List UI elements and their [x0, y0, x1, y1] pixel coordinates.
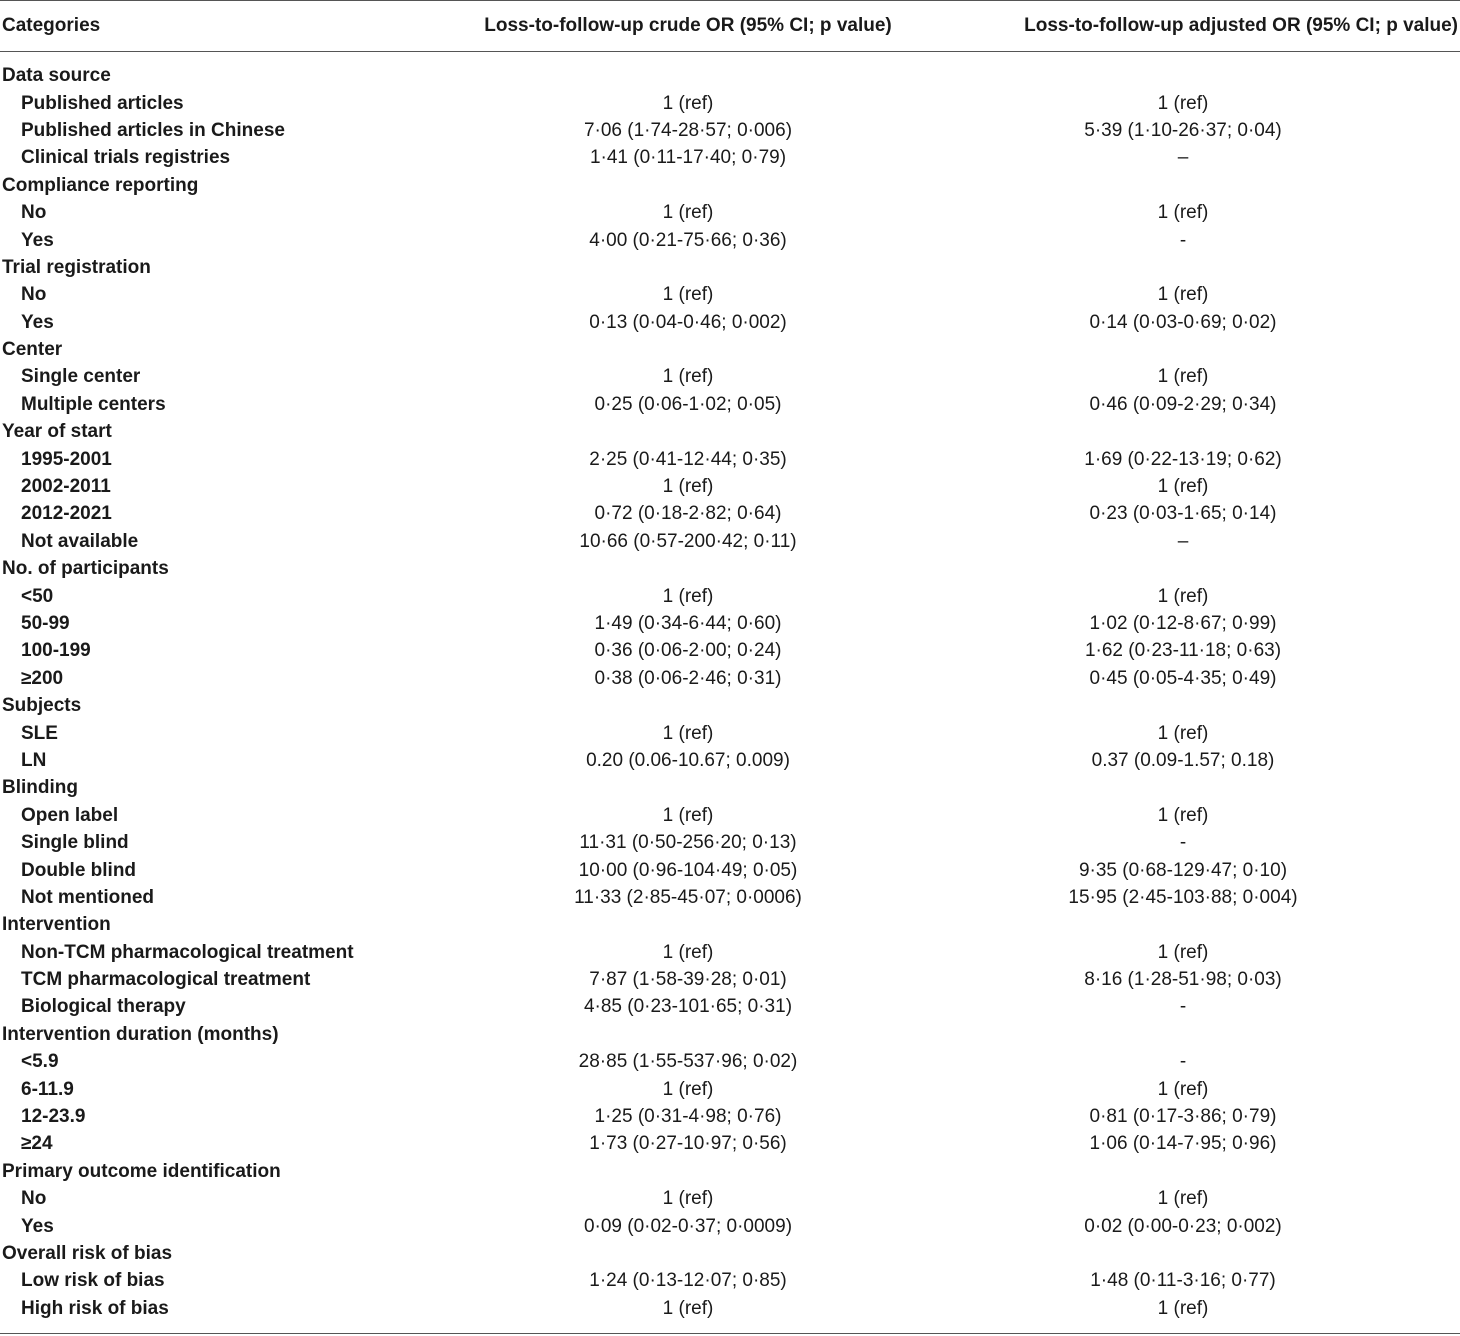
crude-or-value: 0·13 (0·04-0·46; 0·002)	[589, 311, 787, 333]
adjusted-or-value: -	[1179, 832, 1187, 854]
table-row	[0, 939, 1460, 966]
crude-or-value: 0·72 (0·18-2·82; 0·64)	[594, 503, 782, 525]
category-row	[0, 1021, 1460, 1048]
adjusted-or-value: 1 (ref)	[1157, 1297, 1209, 1319]
empty-cell	[906, 692, 1460, 719]
row-label: TCM pharmacological treatment	[21, 969, 311, 991]
table-row	[0, 117, 1460, 144]
category-label: Primary outcome identification	[2, 1160, 281, 1182]
adjusted-or-value: 1·62 (0·23-11·18; 0·63)	[1084, 640, 1282, 662]
table-row	[0, 884, 1460, 911]
row-label: 12-23.9	[21, 1106, 86, 1128]
adjusted-or-value: 0·02 (0·00-0·23; 0·002)	[1084, 1215, 1282, 1237]
row-label: Open label	[21, 804, 119, 826]
adjusted-or-value: 1 (ref)	[1157, 722, 1209, 744]
row-label: 2012-2021	[21, 503, 112, 525]
table-row	[0, 1049, 1460, 1076]
empty-cell	[470, 336, 906, 363]
empty-cell	[470, 775, 906, 802]
adjusted-or-value: 1 (ref)	[1157, 804, 1209, 826]
table-row	[0, 583, 1460, 610]
empty-cell	[470, 254, 906, 281]
row-label: Yes	[21, 311, 54, 333]
table-row	[0, 1103, 1460, 1130]
adjusted-or-value: 0·23 (0·03-1·65; 0·14)	[1089, 503, 1277, 525]
table-row	[0, 638, 1460, 665]
empty-cell	[470, 1240, 906, 1267]
crude-or-value: 1 (ref)	[662, 366, 714, 388]
category-label: Subjects	[2, 695, 82, 717]
table-row	[0, 665, 1460, 692]
crude-or-value: 1 (ref)	[662, 202, 714, 224]
adjusted-or-value: 0·14 (0·03-0·69; 0·02)	[1089, 311, 1277, 333]
row-label: Yes	[21, 1215, 54, 1237]
crude-or-value: 1 (ref)	[662, 941, 714, 963]
crude-or-value: 0·25 (0·06-1·02; 0·05)	[594, 393, 782, 415]
crude-or-value: 0·36 (0·06-2·00; 0·24)	[594, 640, 782, 662]
category-row	[0, 419, 1460, 446]
empty-cell	[906, 336, 1460, 363]
category-label: Intervention	[2, 914, 111, 936]
crude-or-value: 11·33 (2·85-45·07; 0·0006)	[574, 886, 802, 908]
adjusted-or-value: 0·45 (0·05-4·35; 0·49)	[1089, 667, 1277, 689]
empty-cell	[906, 254, 1460, 281]
table-row	[0, 199, 1460, 226]
row-label: Multiple centers	[21, 393, 166, 415]
adjusted-or-value: 1 (ref)	[1157, 476, 1209, 498]
table-row	[0, 1131, 1460, 1158]
empty-cell	[470, 556, 906, 583]
crude-or-value: 0·38 (0·06-2·46; 0·31)	[594, 667, 782, 689]
row-label: Not mentioned	[21, 886, 154, 908]
row-label: Biological therapy	[21, 996, 186, 1018]
crude-or-value: 1·41 (0·11-17·40; 0·79)	[589, 147, 787, 169]
category-label: Intervention duration (months)	[2, 1023, 279, 1045]
row-label: Double blind	[21, 859, 137, 881]
row-label: 1995-2001	[21, 448, 112, 470]
crude-or-value: 1 (ref)	[662, 585, 714, 607]
empty-cell	[906, 63, 1460, 90]
crude-or-value: 0.20 (0.06-10.67; 0.009)	[586, 749, 790, 771]
table-row	[0, 90, 1460, 117]
row-label: LN	[21, 749, 47, 771]
table-row	[0, 528, 1460, 555]
table-row	[0, 364, 1460, 391]
adjusted-or-value: -	[1179, 1051, 1187, 1073]
adjusted-or-value: –	[1177, 530, 1189, 552]
adjusted-or-value: 1 (ref)	[1157, 585, 1209, 607]
crude-or-value: 1·49 (0·34-6·44; 0·60)	[594, 613, 782, 634]
table-row	[0, 857, 1460, 884]
row-label: Yes	[21, 229, 54, 251]
adjusted-or-value: 8·16 (1·28-51·98; 0·03)	[1084, 969, 1282, 991]
crude-or-value: 10·66 (0·57-200·42; 0·11)	[579, 530, 797, 552]
category-row	[0, 172, 1460, 199]
adjusted-or-value: 15·95 (2·45-103·88; 0·004)	[1068, 886, 1298, 908]
crude-or-value: 4·00 (0·21-75·66; 0·36)	[589, 229, 787, 251]
header-adjusted-or: Loss-to-follow-up adjusted OR (95% CI; p value)	[906, 1, 1460, 52]
adjusted-or-value: 5·39 (1·10-26·37; 0·04)	[1084, 119, 1282, 141]
empty-cell	[470, 1158, 906, 1185]
table-row	[0, 227, 1460, 254]
row-label: <5.9	[21, 1051, 59, 1073]
crude-or-value: 1·25 (0·31-4·98; 0·76)	[594, 1106, 782, 1128]
crude-or-value: 1 (ref)	[662, 1078, 714, 1100]
adjusted-or-value: 1 (ref)	[1157, 1078, 1209, 1100]
crude-or-value: 1 (ref)	[662, 92, 714, 114]
row-label: Clinical trials registries	[21, 147, 231, 169]
row-label: 6-11.9	[21, 1078, 74, 1100]
crude-or-value: 7·06 (1·74-28·57; 0·006)	[583, 119, 793, 141]
crude-or-value: 1 (ref)	[662, 1188, 714, 1210]
category-row	[0, 1240, 1460, 1267]
crude-or-value: 11·31 (0·50-256·20; 0·13)	[579, 832, 797, 854]
row-label: <50	[21, 585, 54, 607]
empty-cell	[470, 172, 906, 199]
table-row	[0, 446, 1460, 473]
category-label: Overall risk of bias	[2, 1242, 173, 1264]
table-row	[0, 610, 1460, 637]
row-label: Low risk of bias	[21, 1270, 165, 1292]
table-header	[0, 1, 1460, 52]
crude-or-value: 1 (ref)	[662, 284, 714, 306]
row-label: 2002-2011	[21, 476, 111, 498]
adjusted-or-value: -	[1179, 229, 1187, 251]
category-row	[0, 912, 1460, 939]
adjusted-or-value: 0·46 (0·09-2·29; 0·34)	[1089, 393, 1277, 415]
empty-cell	[906, 556, 1460, 583]
adjusted-or-value: 1 (ref)	[1157, 366, 1209, 388]
category-label: Data source	[2, 65, 111, 87]
adjusted-or-value: 1·02 (0·12-8·67; 0·99)	[1089, 613, 1277, 634]
crude-or-value: 1·73 (0·27-10·97; 0·56)	[589, 1133, 787, 1155]
crude-or-value: 4·85 (0·23-101·65; 0·31)	[583, 996, 793, 1018]
row-label: Single center	[21, 366, 141, 388]
adjusted-or-value: 1 (ref)	[1157, 202, 1209, 224]
crude-or-value: 28·85 (1·55-537·96; 0·02)	[578, 1051, 798, 1073]
table-row	[0, 145, 1460, 172]
table-row	[0, 829, 1460, 856]
table-row	[0, 747, 1460, 774]
empty-cell	[906, 419, 1460, 446]
category-label: Year of start	[2, 421, 112, 443]
category-label: Center	[2, 339, 63, 361]
crude-or-value: 1 (ref)	[662, 476, 714, 498]
row-label: No	[21, 202, 47, 224]
adjusted-or-value: 1 (ref)	[1157, 1188, 1209, 1210]
adjusted-or-value: 9·35 (0·68-129·47; 0·10)	[1078, 859, 1288, 881]
table-body	[0, 52, 1460, 1323]
crude-or-value: 0·09 (0·02-0·37; 0·0009)	[583, 1215, 793, 1237]
crude-or-value: 1 (ref)	[662, 804, 714, 826]
bottom-rule	[0, 1333, 1460, 1334]
empty-cell	[906, 912, 1460, 939]
row-label: Published articles in Chinese	[21, 119, 285, 141]
row-label: Published articles	[21, 92, 184, 114]
crude-or-value: 1·24 (0·13-12·07; 0·85)	[589, 1270, 787, 1292]
table-row	[0, 282, 1460, 309]
row-label: ≥24	[21, 1133, 53, 1155]
empty-cell	[906, 775, 1460, 802]
table-row	[0, 720, 1460, 747]
adjusted-or-value: 1·69 (0·22-13·19; 0·62)	[1084, 448, 1282, 470]
adjusted-or-value: 1 (ref)	[1157, 941, 1209, 963]
row-label: Not available	[21, 530, 139, 552]
table-row	[0, 309, 1460, 336]
table-row	[0, 1213, 1460, 1240]
empty-cell	[906, 1240, 1460, 1267]
table-row	[0, 473, 1460, 500]
category-label: Trial registration	[2, 256, 151, 278]
crude-or-value: 2·25 (0·41-12·44; 0·35)	[589, 448, 787, 470]
adjusted-or-value: 1·48 (0·11-3·16; 0·77)	[1090, 1270, 1276, 1292]
category-row	[0, 336, 1460, 363]
crude-or-value: 1 (ref)	[662, 722, 714, 744]
crude-or-value: 10·00 (0·96-104·49; 0·05)	[578, 859, 798, 881]
empty-cell	[470, 419, 906, 446]
row-label: ≥200	[21, 667, 64, 689]
category-label: Compliance reporting	[2, 174, 199, 196]
row-label: Non-TCM pharmacological treatment	[21, 941, 354, 963]
category-label: No. of participants	[2, 558, 169, 580]
adjusted-or-value: 0·81 (0·17-3·86; 0·79)	[1089, 1106, 1277, 1128]
empty-cell	[470, 912, 906, 939]
adjusted-or-value: 1 (ref)	[1157, 92, 1209, 114]
crude-or-value: 1 (ref)	[662, 1297, 714, 1319]
category-row	[0, 254, 1460, 281]
empty-cell	[470, 1021, 906, 1048]
table-row	[0, 1295, 1460, 1322]
adjusted-or-value: 1·06 (0·14-7·95; 0·96)	[1089, 1133, 1277, 1155]
adjusted-or-value: 1 (ref)	[1157, 284, 1209, 306]
row-label: Single blind	[21, 832, 129, 854]
empty-cell	[906, 172, 1460, 199]
table-row	[0, 966, 1460, 993]
row-label: High risk of bias	[21, 1297, 169, 1319]
header-crude-or: Loss-to-follow-up crude OR (95% CI; p value)	[470, 1, 906, 52]
row-label: SLE	[21, 722, 58, 744]
empty-cell	[906, 1021, 1460, 1048]
row-label: No	[21, 1188, 47, 1210]
adjusted-or-value: 0.37 (0.09-1.57; 0.18)	[1091, 749, 1275, 771]
empty-cell	[470, 63, 906, 90]
category-row	[0, 1158, 1460, 1185]
table-row	[0, 501, 1460, 528]
row-label: 100-199	[21, 640, 91, 662]
table-row	[0, 1076, 1460, 1103]
row-label: 50-99	[21, 613, 70, 634]
row-label: No	[21, 284, 47, 306]
empty-cell	[470, 692, 906, 719]
table-row	[0, 391, 1460, 418]
table-row	[0, 1268, 1460, 1295]
adjusted-or-value: –	[1177, 147, 1189, 169]
category-row	[0, 692, 1460, 719]
category-label: Blinding	[2, 777, 78, 799]
category-row	[0, 63, 1460, 90]
header-categories: Categories	[0, 1, 470, 52]
adjusted-or-value: -	[1179, 996, 1187, 1018]
category-row	[0, 775, 1460, 802]
table-row	[0, 1186, 1460, 1213]
table-row	[0, 994, 1460, 1021]
header-row	[0, 1, 1460, 52]
empty-cell	[906, 1158, 1460, 1185]
header-spacer	[0, 52, 1460, 63]
category-row	[0, 556, 1460, 583]
crude-or-value: 7·87 (1·58-39·28; 0·01)	[589, 969, 787, 991]
table-row	[0, 802, 1460, 829]
